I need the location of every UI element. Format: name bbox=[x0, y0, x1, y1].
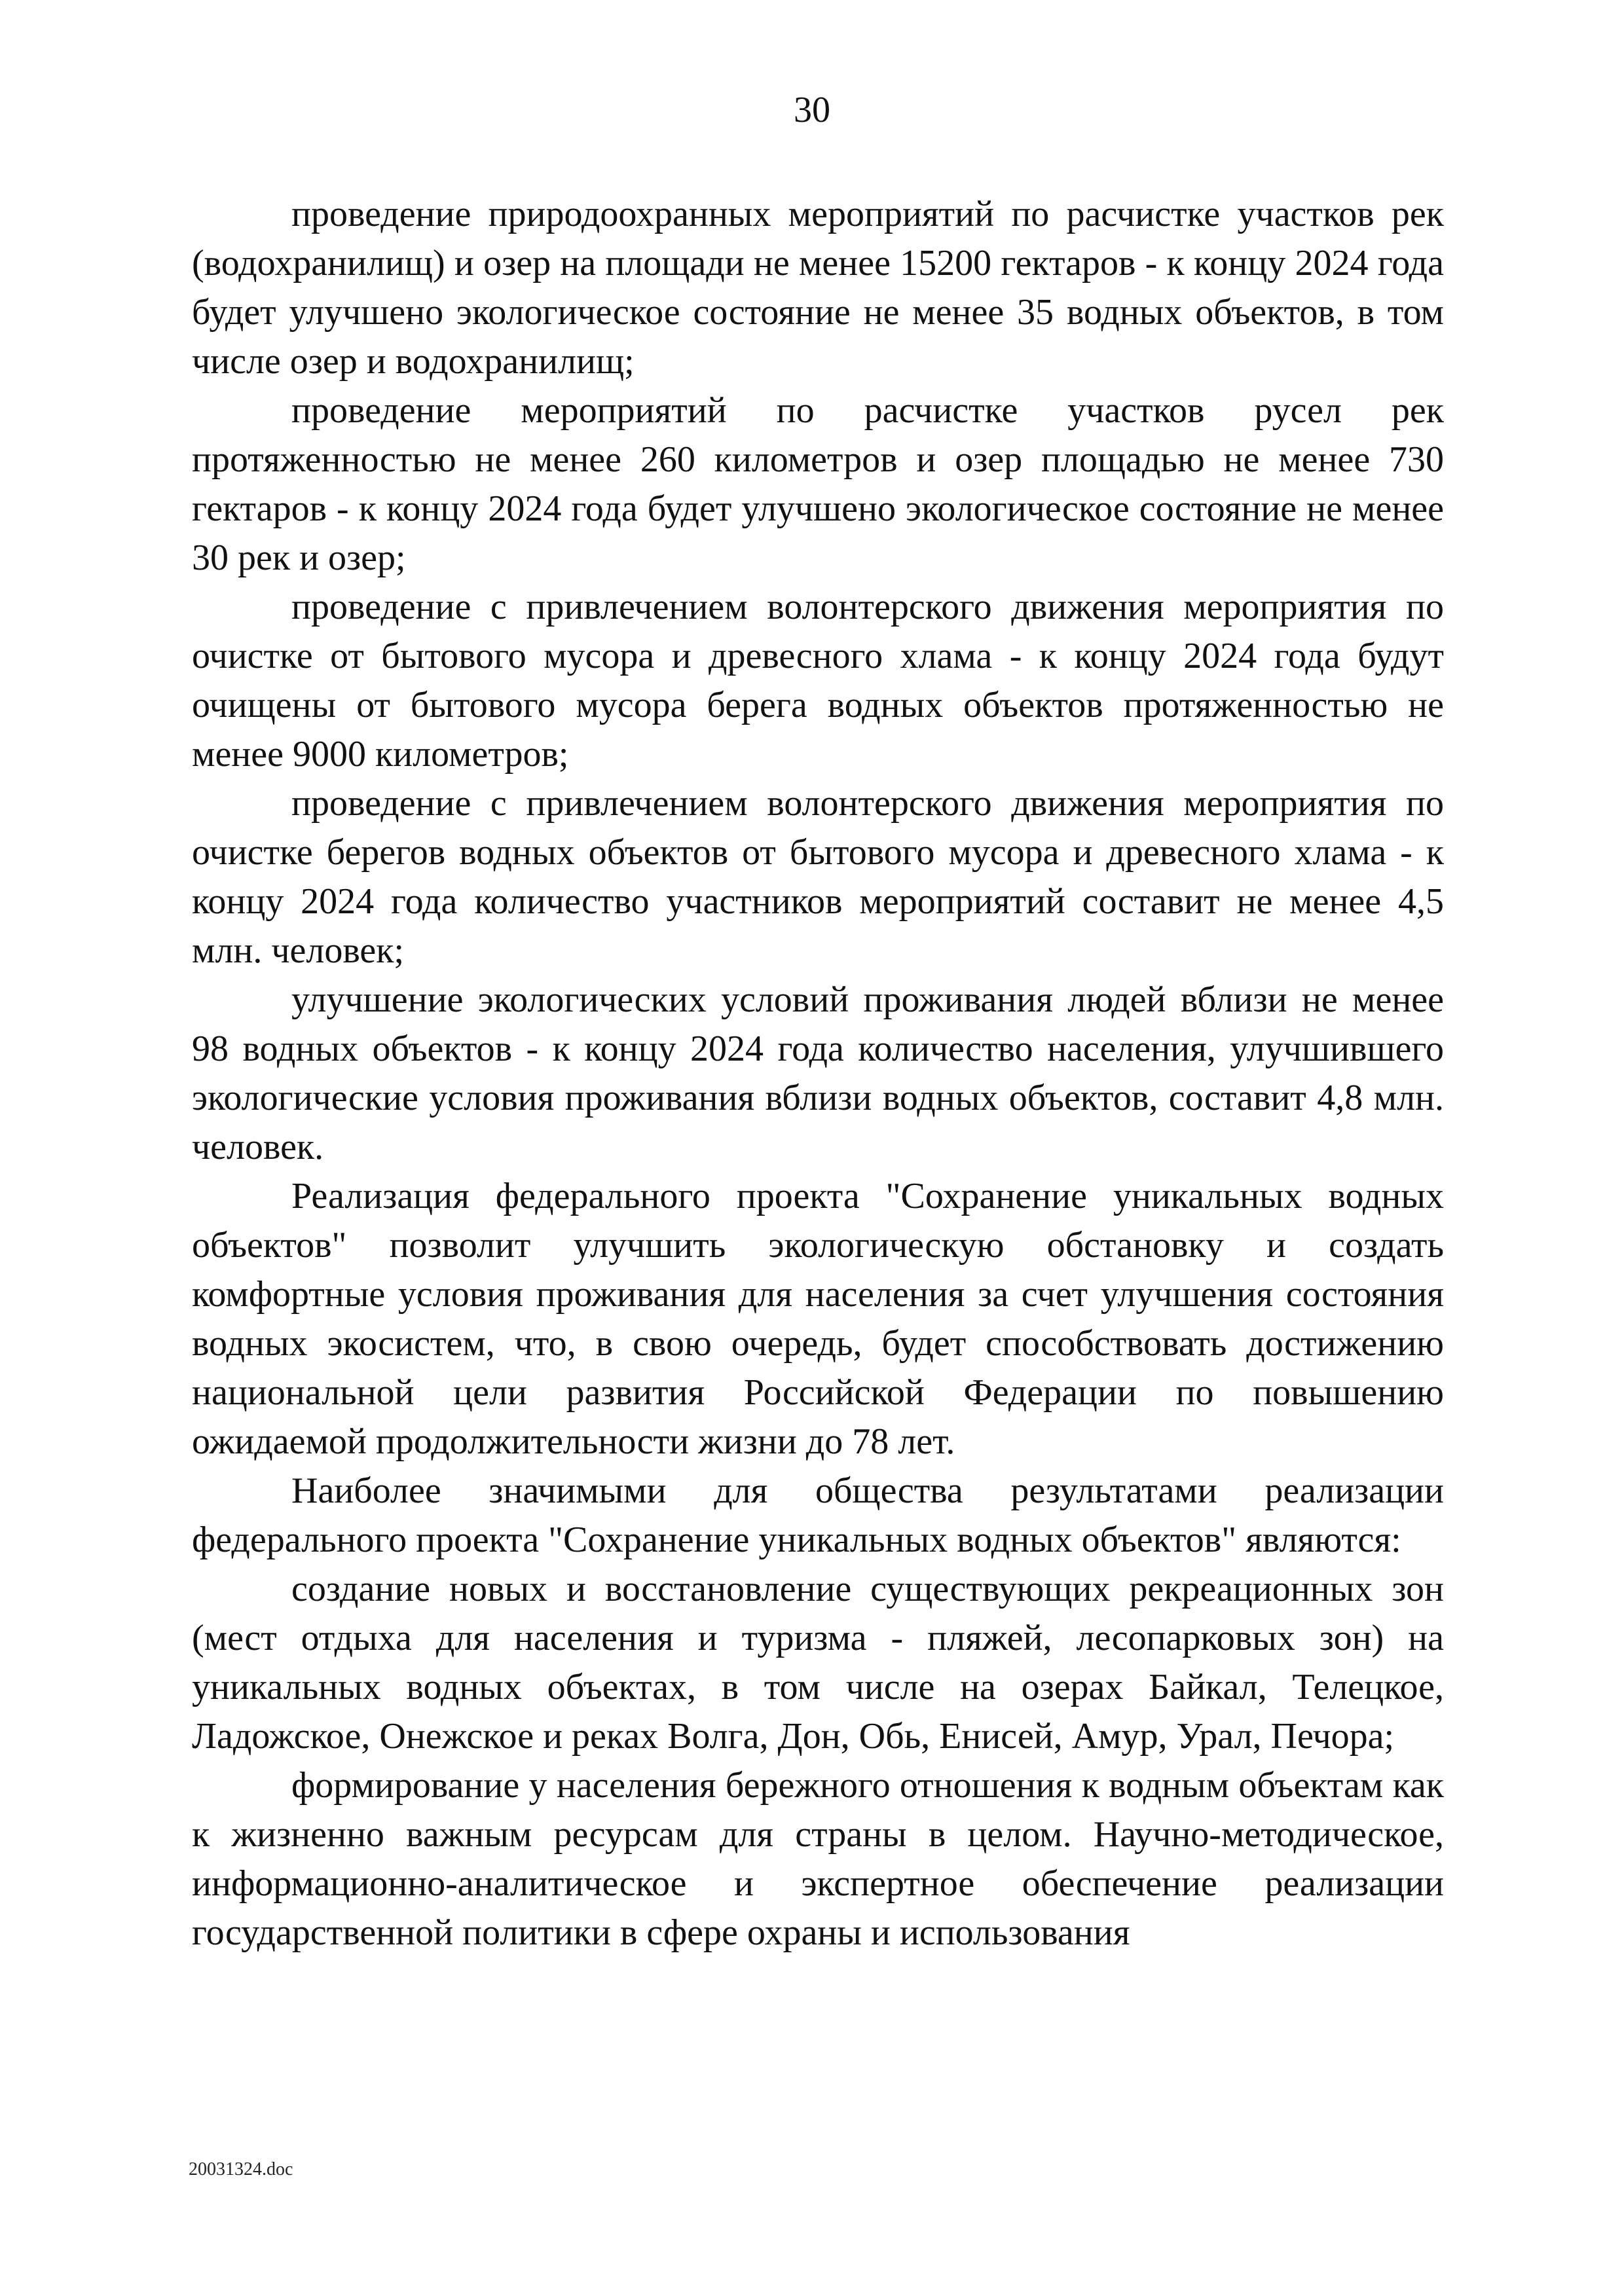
document-body bbox=[192, 190, 1444, 1958]
page-number: 30 bbox=[794, 90, 830, 130]
paragraph-2: проведение мероприятий по расчистке участков русел рек протяженностью не менее 260 километров и озер площадью не менее 730 гектаров - к концу 2024 года будет улучшено экологическое состояние не менее 30 рек и озер; bbox=[192, 390, 1444, 578]
paragraph-5: улучшение экологических условий проживания людей вблизи не менее 98 водных объектов - к концу 2024 года количество населения, улучшившего экологические условия проживания вблизи водных объектов, составит 4,8 млн. человек. bbox=[192, 979, 1444, 1167]
paragraph-4: проведение с привлечением волонтерского движения мероприятия по очистке берегов водных объектов от бытового мусора и древесного хлама - к концу 2024 года количество участников мероприятий составит не менее 4,5 млн. человек; bbox=[192, 783, 1444, 971]
paragraph-3: проведение с привлечением волонтерского движения мероприятия по очистке от бытового мусора и древесного хлама - к концу 2024 года будут очищены от бытового мусора берега водных объектов протяженностью не менее 9000 километров; bbox=[192, 587, 1444, 774]
paragraph-7: Наиболее значимыми для общества результатами реализации федерального проекта "Сохранение уникальных водных объектов" являются: bbox=[192, 1470, 1444, 1560]
paragraph-1: проведение природоохранных мероприятий по расчистке участков рек (водохранилищ) и озер на площади не менее 15200 гектаров - к концу 2024 года будет улучшено экологическое состояние не менее 35 водных объектов, в том числе озер и водохранилищ; bbox=[192, 194, 1444, 382]
footer-filename: 20031324.doc bbox=[189, 2159, 293, 2179]
paragraph-8: создание новых и восстановление существующих рекреационных зон (мест отдыха для населения и туризма - пляжей, лесопарковых зон) на уникальных водных объектах, в том числе на озерах Байкал, Телецкое, Ладожское, Онежское и реках Волга, Дон, Обь, Енисей, Амур, Урал, Печора; bbox=[192, 1569, 1444, 1757]
paragraph-9: формирование у населения бережного отношения к водным объектам как к жизненно важным ресурсам для страны в целом. Научно-методическое, информационно-аналитическое и экспертное обеспечение реализации государственной политики в сфере охраны и использования bbox=[192, 1765, 1444, 1953]
paragraph-6: Реализация федерального проекта "Сохранение уникальных водных объектов" позволит улучшить экологическую обстановку и создать комфортные условия проживания для населения за счет улучшения состояния водных экосистем, что, в свою очередь, будет способствовать достижению национальной цели развития Российской Федерации по повышению ожидаемой продолжительности жизни до 78 лет. bbox=[192, 1176, 1444, 1462]
